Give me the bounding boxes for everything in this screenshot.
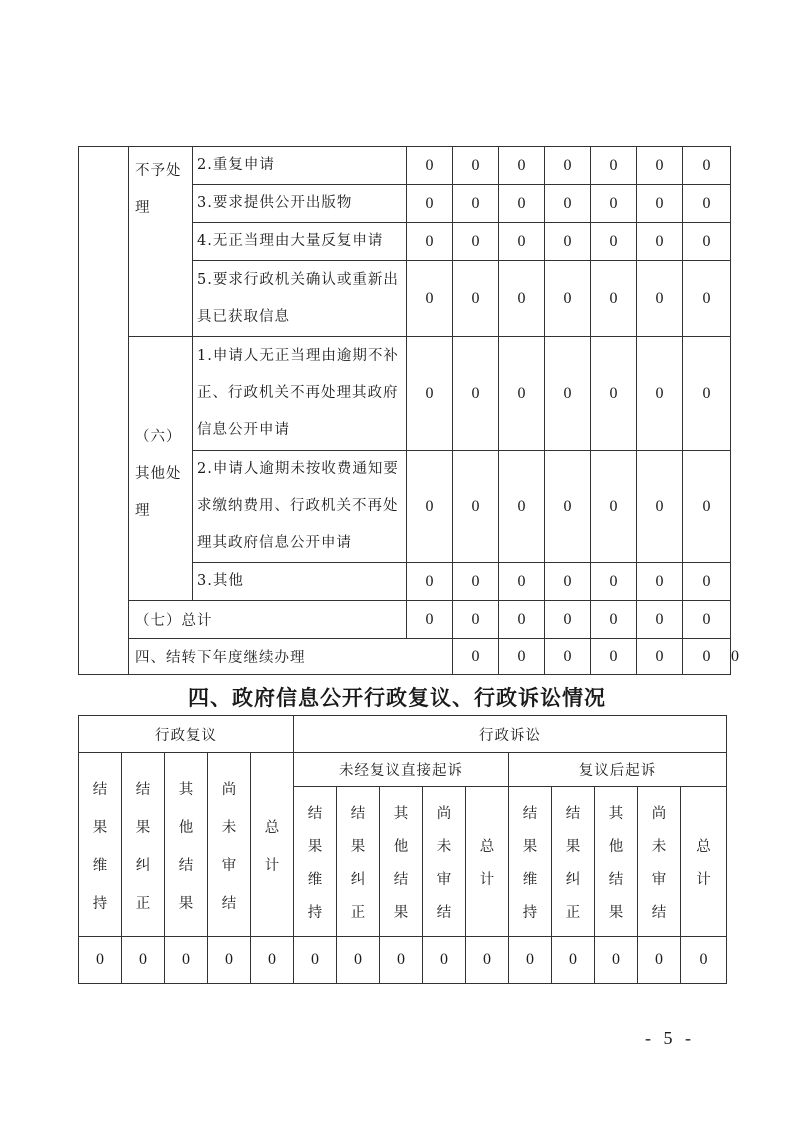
- cell-value: 0: [453, 261, 499, 337]
- review-litigation-table: [78, 715, 727, 984]
- cell-value: 0: [552, 937, 595, 984]
- cell-value: 0: [453, 147, 499, 185]
- column-header-text: 其他结果: [393, 805, 409, 921]
- cell-value: 0: [681, 937, 727, 984]
- column-header: [251, 753, 294, 937]
- cell-value: 0: [165, 937, 208, 984]
- column-header: [638, 787, 681, 937]
- cell-value: 0: [499, 337, 545, 451]
- cell-value: 0: [591, 223, 637, 261]
- litigation-header: 行政诉讼: [294, 716, 727, 753]
- application-handling-table: 不予处理 2.重复申请 0 0 0 0 0 0 0 3.要求提供公开出版物 0 0 0 0 0 0 0 4.无正当理由大量反复申请 0 0 0 0 0 0 0 5.要求行政机关确认或重新出具已获取信息 0 0 0 0 0 0 0 （六）其他处理 1.申请人无正当理由逾期不补正、行政机关不再处理其政府信息公开申请 0 0 0 0 0 0 0 2.申请人逾期未按收费通知要求缴纳费用、行政机关不再处理其政府信息公开申请 0 0 0 0 0 0 0 3.其他 0 0 0 0 0 0 0 （七）总计 0 0 0 0 0 0 0 四、结转下年度继续办理 0 0 0 0 0 0 0: [78, 146, 731, 675]
- cell-value: 0: [591, 563, 637, 601]
- cell-value: 0: [407, 601, 453, 639]
- cell-value: 0: [591, 601, 637, 639]
- cell-value: 0: [591, 185, 637, 223]
- column-header: [509, 787, 552, 937]
- cell-value: 0: [208, 937, 251, 984]
- column-header-text: 结果维持: [92, 781, 108, 912]
- cell-value: 0: [499, 147, 545, 185]
- cell-value: 0: [499, 261, 545, 337]
- column-header: [337, 787, 380, 937]
- category-other: （六）其他处理: [129, 337, 193, 601]
- cell-value: 0: [683, 147, 731, 185]
- cell-value: 0: [466, 937, 509, 984]
- row-label: 3.其他: [193, 563, 407, 601]
- cell-value: 0: [407, 185, 453, 223]
- column-header: [380, 787, 423, 937]
- cell-value: 0: [423, 937, 466, 984]
- column-header-text: 结果维持: [307, 805, 323, 921]
- column-header-text: 尚未审结: [221, 781, 237, 912]
- cell-value: 0: [591, 451, 637, 563]
- cell-value: 0: [683, 639, 731, 675]
- column-header: [122, 753, 165, 937]
- category-no-process: 不予处理: [129, 147, 193, 337]
- cell-value: 0: [683, 601, 731, 639]
- column-header: [552, 787, 595, 937]
- column-header-text: 总计: [479, 838, 495, 888]
- cell-value: 0: [637, 601, 683, 639]
- column-header-text: 尚未审结: [651, 805, 667, 921]
- column-header: [208, 753, 251, 937]
- cell-value: 0: [499, 223, 545, 261]
- column-header: [294, 787, 337, 937]
- cell-value: 0: [683, 337, 731, 451]
- cell-value: 0: [251, 937, 294, 984]
- cell-value: 0: [453, 601, 499, 639]
- cell-value: 0: [407, 451, 453, 563]
- row-label: 2.申请人逾期未按收费通知要求缴纳费用、行政机关不再处理其政府信息公开申请: [193, 451, 407, 563]
- page-number: - 5 -: [645, 1028, 695, 1048]
- cell-value: 0: [638, 937, 681, 984]
- row-label: 2.重复申请: [193, 147, 407, 185]
- after-review-litigation-header: 复议后起诉: [509, 753, 727, 787]
- column-header-text: 结果纠正: [350, 805, 366, 921]
- carry-over-row-label: 四、结转下年度继续办理: [129, 639, 453, 675]
- cell-value: 0: [407, 147, 453, 185]
- column-header-text: 其他结果: [608, 805, 624, 921]
- column-header: [79, 753, 122, 937]
- column-header: [595, 787, 638, 937]
- cell-value: 0: [499, 563, 545, 601]
- cell-value: 0: [545, 563, 591, 601]
- cell-value: 0: [453, 185, 499, 223]
- cell-value: 0: [380, 937, 423, 984]
- cell-value: 0: [499, 185, 545, 223]
- row-label: 4.无正当理由大量反复申请: [193, 223, 407, 261]
- cell-value: 0: [545, 185, 591, 223]
- column-header-text: 尚未审结: [436, 805, 452, 921]
- cell-value: 0: [637, 223, 683, 261]
- row-label: 5.要求行政机关确认或重新出具已获取信息: [193, 261, 407, 337]
- cell-value: 0: [407, 563, 453, 601]
- cell-value: 0: [637, 185, 683, 223]
- cell-value: 0: [683, 185, 731, 223]
- cell-value: 0: [595, 937, 638, 984]
- cell-value: 0: [499, 601, 545, 639]
- row-label: 3.要求提供公开出版物: [193, 185, 407, 223]
- cell-value: 0: [509, 937, 552, 984]
- cell-value: 0: [545, 337, 591, 451]
- column-header-text: 总计: [264, 819, 280, 874]
- column-header-text: 总计: [696, 838, 711, 888]
- cell-value: 0: [453, 639, 499, 675]
- cell-value: 0: [545, 639, 591, 675]
- cell-value: 0: [591, 147, 637, 185]
- cell-value: 0: [683, 451, 731, 563]
- cell-value: 0: [683, 223, 731, 261]
- cell-value: 0: [337, 937, 380, 984]
- column-header: [423, 787, 466, 937]
- cell-value: 0: [407, 337, 453, 451]
- cell-value: 0: [407, 261, 453, 337]
- cell-value: 0: [637, 261, 683, 337]
- section-three-blank-cell: [79, 147, 129, 675]
- cell-value: 0: [122, 937, 165, 984]
- column-header: [681, 787, 727, 937]
- column-header-text: 结果纠正: [565, 805, 581, 921]
- cell-value: 0: [79, 937, 122, 984]
- cell-value: 0: [545, 451, 591, 563]
- cell-value: 0: [453, 563, 499, 601]
- cell-value: 0: [453, 337, 499, 451]
- cell-value: 0: [407, 223, 453, 261]
- review-header: 行政复议: [79, 716, 294, 753]
- cell-value: 0: [545, 261, 591, 337]
- cell-value: 0: [637, 639, 683, 675]
- column-header: [466, 787, 509, 937]
- cell-value: 0: [545, 223, 591, 261]
- section-four-heading: 四、政府信息公开行政复议、行政诉讼情况: [188, 686, 606, 710]
- cell-value: 0: [591, 639, 637, 675]
- total-row-label: （七）总计: [129, 601, 407, 639]
- column-header: [165, 753, 208, 937]
- column-header-text: 结果维持: [522, 805, 538, 921]
- cell-value: 0: [453, 223, 499, 261]
- cell-value: 0: [499, 639, 545, 675]
- cell-value: 0: [637, 451, 683, 563]
- cell-value: 0: [591, 337, 637, 451]
- cell-value: 0: [591, 261, 637, 337]
- cell-value: 0: [683, 261, 731, 337]
- cell-value: 0: [499, 451, 545, 563]
- cell-value: 0: [294, 937, 337, 984]
- direct-litigation-header: 未经复议直接起诉: [294, 753, 509, 787]
- cell-value: 0: [453, 451, 499, 563]
- row-label: 1.申请人无正当理由逾期不补正、行政机关不再处理其政府信息公开申请: [193, 337, 407, 451]
- cell-value: 0: [637, 563, 683, 601]
- column-header-text: 结果纠正: [135, 781, 151, 912]
- cell-value: 0: [545, 601, 591, 639]
- cell-value: 0: [545, 147, 591, 185]
- cell-value: 0: [637, 337, 683, 451]
- cell-value: 0: [637, 147, 683, 185]
- column-header-text: 其他结果: [178, 781, 194, 912]
- cell-value: 0: [683, 563, 731, 601]
